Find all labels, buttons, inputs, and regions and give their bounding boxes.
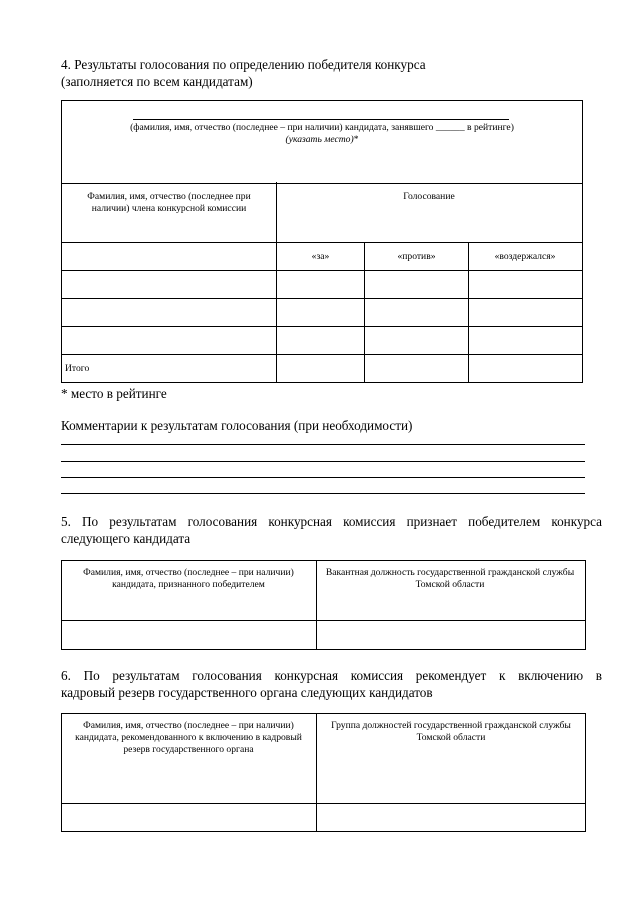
- voting-col-divider-1: [364, 242, 365, 383]
- voting-col-divider-2: [468, 242, 469, 383]
- comment-line-3: [61, 477, 585, 478]
- section-4-heading: [61, 56, 601, 90]
- reserve-table-row-divider: [61, 803, 585, 804]
- vote-for-header: «за»: [311, 251, 330, 262]
- place-note: [64, 134, 580, 146]
- section-5-text: [61, 513, 602, 547]
- candidate-caption: (фамилия, имя, отчество (последнее – при наличии) кандидата, занявшего ______ в рейтинге): [130, 122, 514, 133]
- voting-column-header: Голосование: [403, 191, 455, 202]
- candidate-name-line: [133, 119, 509, 120]
- member-column-header: Фамилия, имя, отчество (последнее при наличии) члена конкурсной комиссии: [87, 191, 251, 214]
- place-note-mark: *: [353, 134, 359, 145]
- voting-table-divider: [276, 182, 277, 383]
- total-row-label: Итого: [65, 363, 90, 374]
- comments-label: Комментарии к результатам голосования (при необходимости): [61, 418, 413, 433]
- comment-line-2: [61, 461, 585, 462]
- reserve-candidate-header: Фамилия, имя, отчество (последнее – при наличии) кандидата, рекомендованного к включению в кадровый резерв государственного органа: [75, 720, 302, 755]
- position-group-header: Группа должностей государственной гражданской службы Томской области: [331, 720, 571, 743]
- section-5-text-line-2: следующего кандидата: [61, 531, 191, 546]
- rating-footnote: * место в рейтинге: [61, 386, 167, 401]
- winner-table-row-divider: [61, 620, 585, 621]
- section-4-heading-line-2: (заполняется по всем кандидатам): [61, 74, 253, 89]
- vacant-position-header: Вакантная должность государственной гражданской службы Томской области: [325, 567, 575, 590]
- comment-line-1: [61, 444, 585, 445]
- vote-abstain-header: «воздержался»: [494, 251, 556, 262]
- voting-row-divider-1: [61, 270, 582, 271]
- section-6-text-line-2: кадровый резерв государственного органа следующих кандидатов: [61, 685, 433, 700]
- winner-name-header: Фамилия, имя, отчество (последнее – при наличии) кандидата, признанного победителем: [83, 567, 294, 590]
- section-6-text-line-1: 6. По результатам голосования конкурсная комиссия рекомендует к включению в: [61, 668, 602, 683]
- section-6-text: [61, 667, 602, 701]
- section-5-text-line-1: 5. По результатам голосования конкурсная комиссия признает победителем конкурса: [61, 514, 602, 529]
- comment-line-4: [61, 493, 585, 494]
- voting-row-divider-2: [61, 298, 582, 299]
- voting-row-divider-3: [61, 326, 582, 327]
- vote-against-header: «против»: [397, 251, 436, 262]
- voting-header-row-divider: [61, 242, 582, 243]
- reserve-table-divider: [316, 713, 317, 831]
- place-note-italic: (указать место): [285, 134, 354, 145]
- voting-row-divider-4: [61, 354, 582, 355]
- winner-table-divider: [316, 560, 317, 649]
- section-4-heading-line-1: 4. Результаты голосования по определению победителя конкурса: [61, 57, 426, 72]
